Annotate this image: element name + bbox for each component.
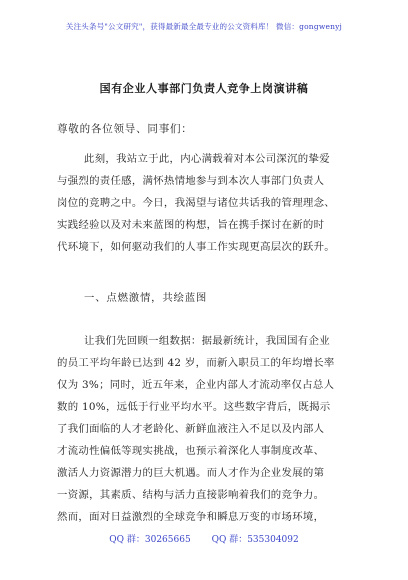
paragraph-line: 一资源，其素质、结构与活力直接影响着我们的竞争力。 — [57, 489, 325, 501]
paragraph-line: 与强烈的责任感，满怀热情地参与到本次人事部门负责人 — [57, 175, 325, 187]
footer-qq-group-2: QQ 群：535304092 — [211, 535, 299, 545]
paragraph-line: 岗位的竞聘之中。今日，我渴望与诸位共话我的管理理念、 — [57, 197, 335, 209]
footer-contact — [0, 532, 408, 545]
section-heading: 一、点燃激情，共绘蓝图 — [84, 292, 208, 304]
paragraph-intro — [57, 148, 357, 258]
paragraph-line: 激活人力资源潜力的巨大机遇。而人才作为企业发展的第 — [57, 467, 325, 479]
paragraph-line: 才流动性偏低等现实挑战，也预示着深化人事制度改革、 — [57, 445, 325, 457]
paragraph-line: 仅为 3%；同时，近五年来，企业内部人才流动率仅占总人 — [57, 379, 335, 391]
paragraph-line: 数的 10%，远低于行业平均水平。这些数字背后，既揭示 — [57, 401, 331, 413]
paragraph-data-review — [57, 330, 357, 528]
paragraph-line: 此刻，我站立于此，内心满载着对本公司深沉的挚爱 — [84, 153, 330, 165]
paragraph-line: 代环境下，如何驱动我们的人事工作实现更高层次的跃升。 — [57, 241, 335, 253]
paragraph-line: 实践经验以及对未来蓝图的构想，旨在携手探讨在新的时 — [57, 219, 325, 231]
paragraph-line: 的员工平均年龄已达到 42 岁，而新入职员工的年均增长率 — [57, 357, 335, 369]
paragraph-line: 然而，面对日益激烈的全球竞争和瞬息万变的市场环境， — [57, 511, 325, 523]
header-promo-note: 关注头条号"公文研究"，获得最新最全最专业的公文资料库！ 微信：gongwenyj — [65, 22, 343, 31]
paragraph-line: 了我们面临的人才老龄化、新鲜血液注入不足以及内部人 — [57, 423, 325, 435]
document-title: 国有企业人事部门负责人竞争上岗演讲稿 — [99, 82, 309, 95]
salutation: 尊敬的各位领导、同事们： — [57, 123, 193, 135]
paragraph-line: 让我们先回顾一组数据：据最新统计，我国国有企业 — [84, 335, 330, 347]
footer-qq-group-1: QQ 群：30265665 — [109, 535, 191, 545]
